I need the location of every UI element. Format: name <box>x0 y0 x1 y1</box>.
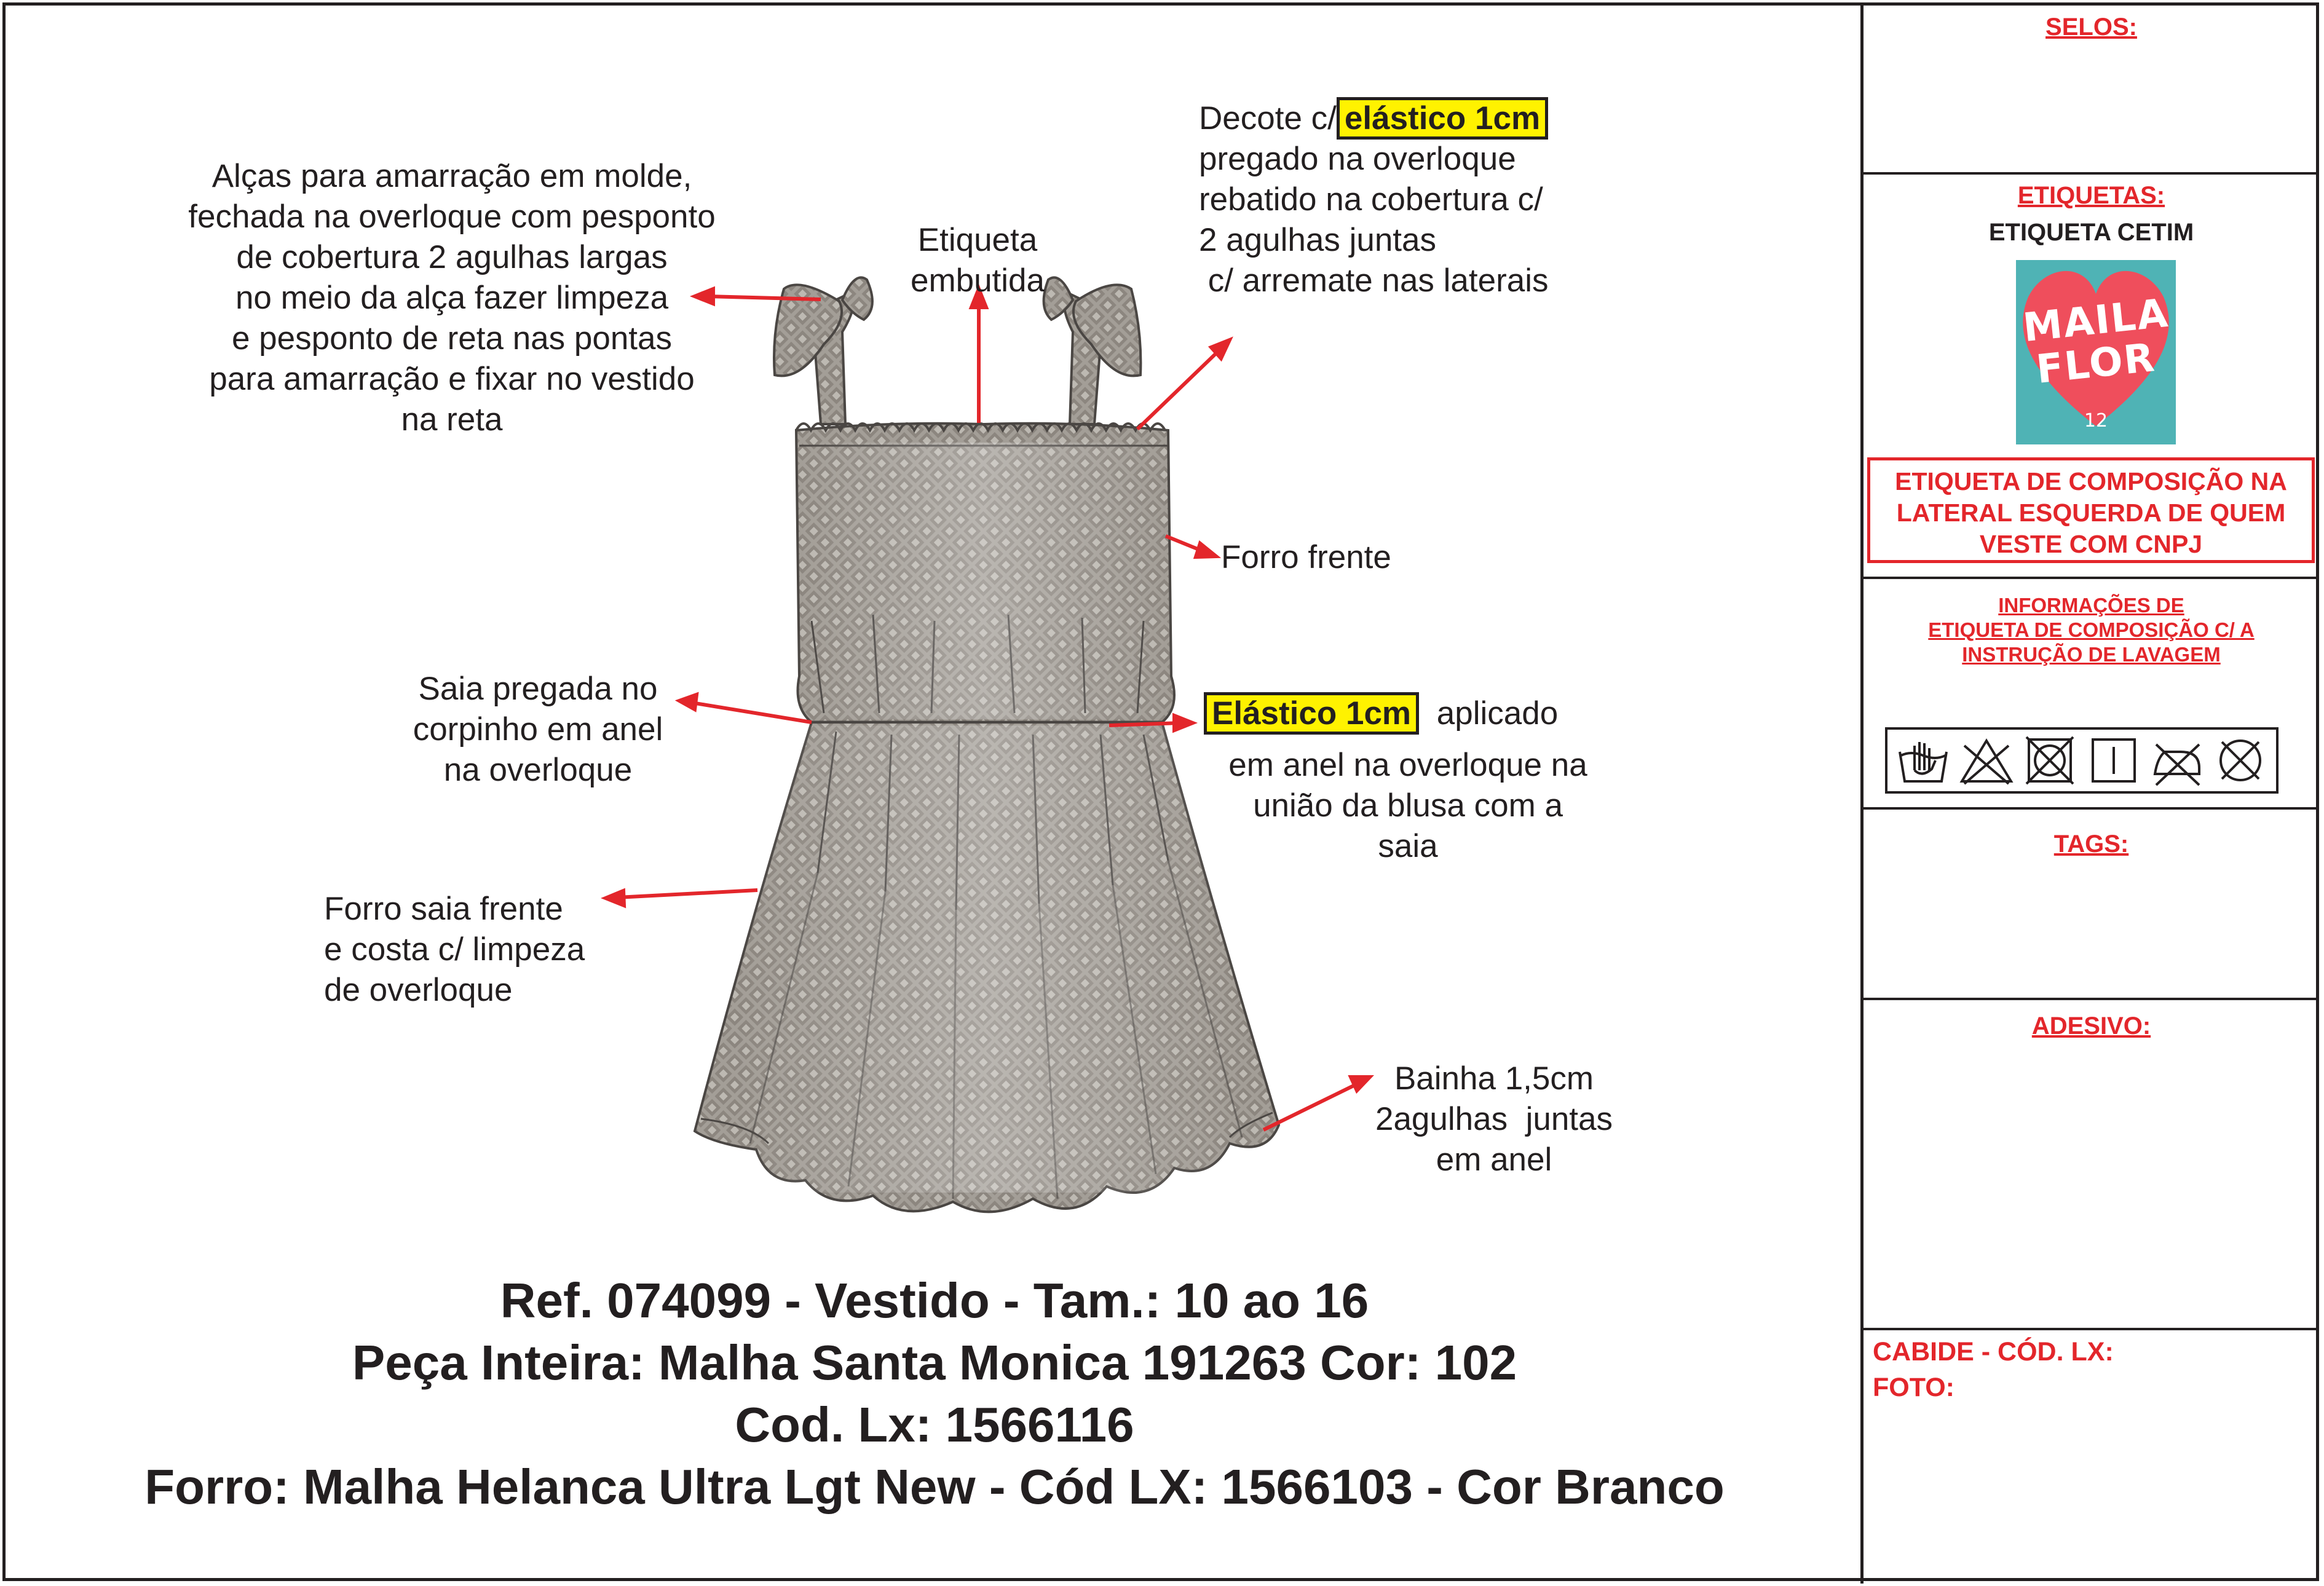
note-saia-pregada <box>375 669 701 791</box>
adesivo-section <box>1864 1000 2319 1328</box>
note-line: Bainha 1,5cm <box>1394 1060 1594 1097</box>
cabide-section <box>1873 1334 2114 1405</box>
note-line: e costa c/ limpeza <box>324 931 585 968</box>
note-line: Saia pregada no <box>418 671 658 707</box>
note-bainha <box>1346 1059 1642 1180</box>
informacoes-heading <box>1864 593 2319 667</box>
cabide-label: CABIDE - CÓD. LX: <box>1873 1337 2114 1367</box>
note-line: Forro saia frente <box>324 891 563 927</box>
note-line: na reta <box>401 401 503 438</box>
note-line: em anel <box>1436 1142 1552 1178</box>
note-line: fechada na overloque com pesponto <box>188 199 716 235</box>
note-line: 2 agulhas juntas <box>1199 222 1437 258</box>
informacoes-line: ETIQUETA DE COMPOSIÇÃO C/ A <box>1928 618 2255 641</box>
note-line: de overloque <box>324 972 513 1008</box>
hand-wash-icon <box>1896 733 1950 787</box>
informacoes-line: INFORMAÇÕES DE <box>1998 594 2184 617</box>
divider <box>1864 1328 2319 1330</box>
informacoes-line: INSTRUÇÃO DE LAVAGEM <box>1962 643 2221 666</box>
note-line: de cobertura 2 agulhas largas <box>236 239 668 275</box>
composicao-label-box <box>1867 457 2315 563</box>
adesivo-title: ADESIVO: <box>2031 1012 2151 1040</box>
note-elastico-rest <box>1199 745 1617 867</box>
note-elastico <box>1204 693 1558 734</box>
no-dry-clean-icon <box>2213 733 2267 787</box>
note-forro-frente: Forro frente <box>1221 539 1391 575</box>
note-line: Etiqueta <box>917 222 1038 258</box>
spec-cod: Cod. Lx: 1566116 <box>735 1397 1134 1452</box>
spec-peca: Peça Inteira: Malha Santa Monica 191263 Cor: 102 <box>352 1335 1517 1390</box>
no-tumble-dry-icon <box>2023 733 2077 787</box>
spec-ref: Ref. 074099 - Vestido - Tam.: 10 ao 16 <box>500 1273 1369 1328</box>
note-forro-saia <box>324 889 585 1011</box>
etiquetas-title: ETIQUETAS: <box>2017 182 2165 209</box>
note-line: corpinho em anel <box>413 711 663 748</box>
logo-line2: FLOR <box>2034 335 2158 393</box>
etiqueta-cetim-label: ETIQUETA CETIM <box>1988 219 2194 246</box>
note-decote <box>1199 98 1549 301</box>
foto-label: FOTO: <box>1873 1373 1954 1402</box>
note-line: para amarração e fixar no vestido <box>209 361 695 397</box>
selos-title: SELOS: <box>2045 14 2137 41</box>
note-line: aplicado <box>1436 695 1559 732</box>
divider <box>1864 577 2319 579</box>
note-line: embutida <box>910 262 1045 299</box>
note-line: rebatido na cobertura c/ <box>1199 181 1543 218</box>
composicao-line: VESTE COM CNPJ <box>1979 530 2203 558</box>
note-line: saia <box>1378 828 1438 864</box>
highlight-elastico: Elástico 1cm <box>1204 692 1419 735</box>
composicao-line: LATERAL ESQUERDA DE QUEM <box>1896 499 2286 527</box>
note-alcas <box>157 156 747 440</box>
brand-logo <box>2016 260 2176 444</box>
note-line: pregado na overloque <box>1199 141 1516 177</box>
care-symbols <box>1885 727 2279 794</box>
note-line: c/ arremate nas laterais <box>1199 262 1549 299</box>
selos-section <box>1864 5 2319 172</box>
tags-section <box>1864 810 2319 998</box>
logo-number: 12 <box>2084 410 2108 432</box>
note-line: e pesponto de reta nas pontas <box>231 320 673 357</box>
note-line: na overloque <box>443 752 633 788</box>
note-line: no meio da alça fazer limpeza <box>235 280 669 316</box>
note-line: 2agulhas juntas <box>1375 1101 1613 1137</box>
highlight-elastico-decote: elástico 1cm <box>1337 97 1548 140</box>
no-bleach-icon <box>1959 733 2014 787</box>
logo-line1: MAILA <box>2021 290 2171 352</box>
no-iron-icon <box>2150 733 2204 787</box>
note-line: Alças para amarração em molde, <box>211 158 692 194</box>
note-line: em anel na overloque na <box>1228 747 1587 783</box>
note-line: união da blusa com a <box>1253 787 1563 824</box>
note-line: Decote c/ <box>1199 100 1337 136</box>
note-etiqueta <box>885 220 1070 301</box>
product-spec <box>25 1269 1844 1518</box>
tags-title: TAGS: <box>2053 830 2129 858</box>
spec-forro: Forro: Malha Helanca Ultra Lgt New - Cód LX: 1566103 - Cor Branco <box>144 1459 1725 1514</box>
composicao-line: ETIQUETA DE COMPOSIÇÃO NA <box>1895 467 2287 495</box>
line-dry-icon <box>2087 733 2141 787</box>
